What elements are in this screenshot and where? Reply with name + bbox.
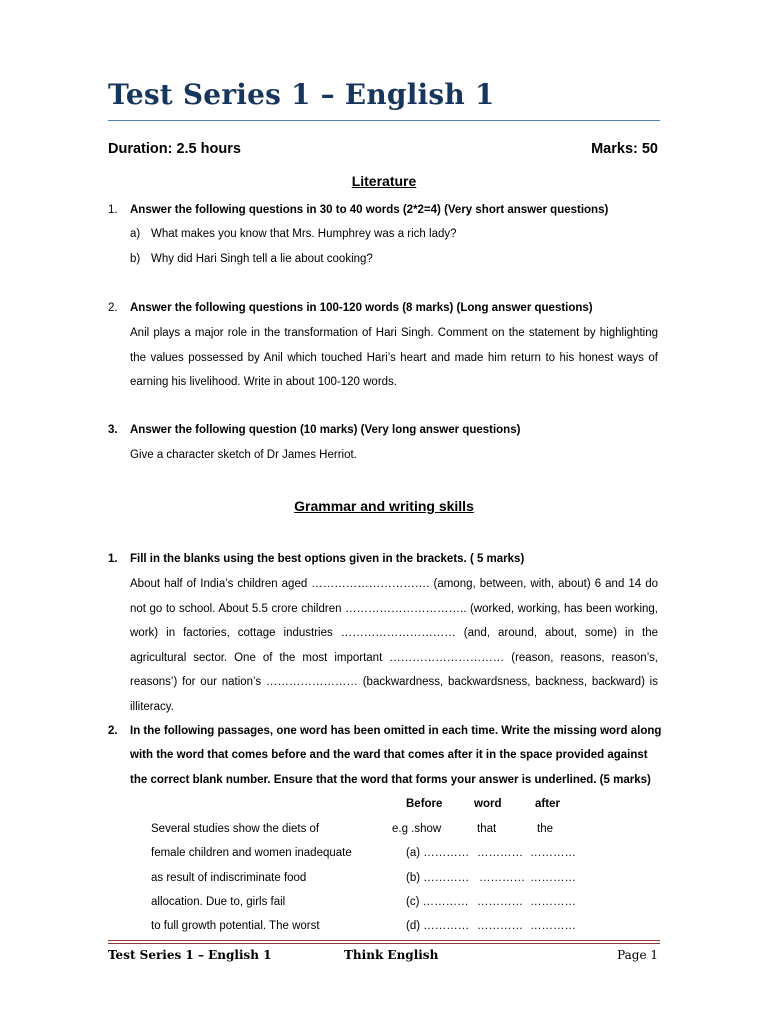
lit-q2-heading: Answer the following questions in 100-120 words (8 marks) (Long answer questions) — [130, 302, 593, 314]
gram-q1-body: About half of India’s children aged …………………………. (among, between, with, about) 6 and 14 do not go to school. About 5.5 crore children ………………………….. (worked, working, has been working, work) in factories, cottage industries ………………………… (and, around, about, some) in the agricultural sector. One of the most important ………………………… (reason, reasons, reason’s, reasons’) for our nation’s …………………… (backwardness, backwardsness, backness, backward) is illiteracy. — [130, 578, 658, 713]
lit-q1b-text: Why did Hari Singh tell a lie about cooking? — [151, 253, 373, 265]
col-header-after: after — [535, 798, 560, 810]
lit-q3-heading: Answer the following question (10 marks) (Very long answer questions) — [130, 424, 521, 436]
row-after-cell: ………… — [530, 872, 576, 884]
duration-label: Duration: 2.5 hours — [108, 141, 241, 157]
title-divider — [108, 120, 660, 121]
row-after-cell: the — [537, 823, 553, 835]
footer-left-title: Test Series 1 – English 1 — [108, 948, 272, 962]
row-word-cell: ………… — [477, 920, 523, 932]
footer-page-number: Page 1 — [617, 948, 658, 962]
marks-label: Marks: 50 — [591, 141, 658, 157]
lit-q2-body: Anil plays a major role in the transformation of Hari Singh. Comment on the statement by highlighting the values possessed by Anil which touched Hari’s heart and made him return to his honest ways of earning his livelihood. Write in about 100-120 words. — [130, 327, 658, 388]
document-title: Test Series 1 – English 1 — [108, 78, 495, 111]
grammar-heading: Grammar and writing skills — [294, 498, 474, 514]
row-after-cell: ………… — [530, 847, 576, 859]
row-word-cell: ………… — [477, 847, 523, 859]
row-after-cell: ………… — [530, 920, 576, 932]
lit-q3-number: 3. — [108, 424, 118, 436]
lit-q1-heading: Answer the following questions in 30 to 40 words (2*2=4) (Very short answer questions) — [130, 204, 609, 216]
row-after-cell: ………… — [530, 896, 576, 908]
row-before-cell: (a) ………… — [406, 847, 470, 859]
literature-heading: Literature — [351, 173, 417, 189]
col-header-word: word — [474, 798, 502, 810]
row-before-cell: (b) ………… — [406, 872, 470, 884]
row-word-cell: ………… — [477, 896, 523, 908]
lit-q1a-letter: a) — [130, 228, 141, 240]
lit-q3-body: Give a character sketch of Dr James Herriot. — [130, 449, 357, 461]
row-before-cell: (c) ………… — [406, 896, 469, 908]
gram-q2-heading-line-2: with the word that comes before and the ward that comes after it in the space provided against — [130, 749, 648, 761]
lit-q1-number: 1. — [108, 204, 118, 216]
gram-q2-number: 2. — [108, 725, 118, 737]
row-passage-text: allocation. Due to, girls fail — [151, 896, 286, 908]
gram-q1-heading: Fill in the blanks using the best options given in the brackets. ( 5 marks) — [130, 553, 525, 565]
row-word-cell: ………… — [479, 872, 525, 884]
gram-q2-heading-line-1: In the following passages, one word has been omitted in each time. Write the missing word along — [130, 725, 662, 737]
footer-center-brand: Think English — [344, 948, 439, 962]
row-before-cell: e.g .show — [392, 823, 442, 835]
lit-q2-number: 2. — [108, 302, 118, 314]
col-header-before: Before — [406, 798, 443, 810]
gram-q1-number: 1. — [108, 553, 118, 565]
lit-q1a-text: What makes you know that Mrs. Humphrey was a rich lady? — [151, 228, 457, 240]
gram-q2-heading-line-3: the correct blank number. Ensure that the word that forms your answer is underlined. (5 marks) — [130, 774, 651, 786]
row-passage-text: as result of indiscriminate food — [151, 872, 307, 884]
row-word-cell: that — [477, 823, 497, 835]
footer-divider-inner — [108, 943, 660, 944]
footer-divider — [108, 940, 660, 941]
row-passage-text: to full growth potential. The worst — [151, 920, 320, 932]
row-passage-text: female children and women inadequate — [151, 847, 352, 859]
row-passage-text: Several studies show the diets of — [151, 823, 320, 835]
lit-q1b-letter: b) — [130, 253, 141, 265]
row-before-cell: (d) ………… — [406, 920, 470, 932]
